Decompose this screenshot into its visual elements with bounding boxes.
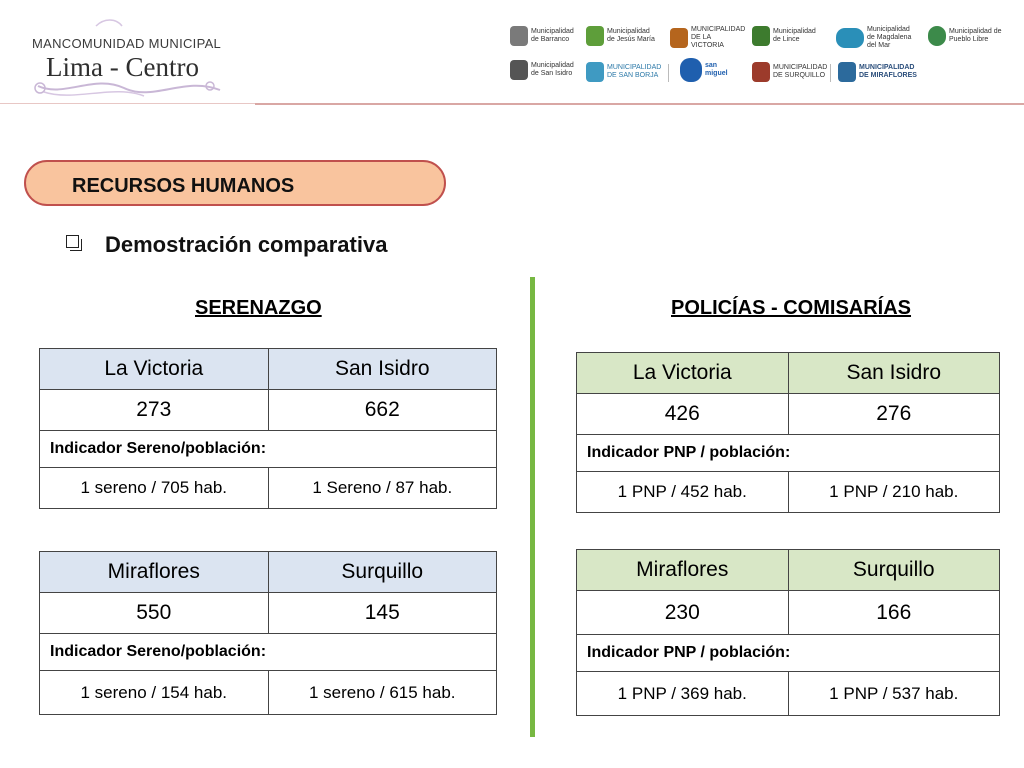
table-value-cell: 276 — [788, 394, 999, 435]
seal-icon — [836, 28, 864, 48]
table-header-cell: La Victoria — [40, 349, 269, 390]
muni-la-victoria — [670, 26, 746, 50]
muni-label: MUNICIPALIDAD DE SAN BORJA — [607, 64, 662, 79]
table-result-cell: 1 sereno / 705 hab. — [40, 468, 269, 509]
table-value-cell: 426 — [577, 394, 789, 435]
muni-label: Municipalidad de San Isidro — [531, 62, 574, 77]
table-header-cell: San Isidro — [268, 349, 496, 390]
mancomunidad-logo — [24, 14, 244, 100]
muni-miraflores — [838, 62, 925, 82]
indicator-label: Indicador PNP / población: — [577, 435, 1000, 472]
muni-label: MUNICIPALIDAD DE MIRAFLORES — [859, 64, 917, 79]
serenazgo-table-1 — [39, 348, 497, 509]
table-value-cell: 550 — [40, 593, 269, 634]
table-result-cell: 1 PNP / 210 hab. — [788, 472, 999, 513]
muni-san-miguel — [680, 58, 731, 82]
seal-icon — [752, 62, 770, 82]
serenazgo-title: SERENAZGO — [195, 297, 322, 319]
logo-separator — [668, 64, 669, 82]
logo-org-main: Lima - Centro — [46, 52, 199, 82]
muni-jesus-maria — [586, 26, 655, 46]
muni-label: MUNICIPALIDAD DE SURQUILLO — [773, 64, 828, 79]
muni-barranco — [510, 26, 579, 46]
seal-icon — [510, 26, 528, 46]
table-result-cell: 1 sereno / 615 hab. — [268, 671, 496, 715]
header-rule — [255, 103, 1024, 105]
table-header-cell: San Isidro — [788, 353, 999, 394]
indicator-label: Indicador Sereno/población: — [40, 634, 497, 671]
table-value-cell: 166 — [788, 591, 999, 635]
policias-table-2 — [576, 549, 1000, 716]
municipality-logos — [498, 16, 1008, 94]
header-rule-left — [0, 103, 255, 104]
table-header-cell: Miraflores — [577, 550, 789, 591]
table-header-cell: Miraflores — [40, 552, 269, 593]
table-value-cell: 230 — [577, 591, 789, 635]
table-result-cell: 1 sereno / 154 hab. — [40, 671, 269, 715]
muni-surquillo — [752, 62, 833, 82]
indicator-label: Indicador PNP / población: — [577, 635, 1000, 672]
muni-label: Municipalidad de Pueblo Libre — [949, 28, 1002, 43]
muni-label: MUNICIPALIDAD DE LA VICTORIA — [691, 26, 746, 49]
seal-icon — [838, 62, 856, 82]
logo-org-top: MANCOMUNIDAD MUNICIPAL — [32, 36, 222, 51]
indicator-label: Indicador Sereno/población: — [40, 431, 497, 468]
table-header-cell: Surquillo — [788, 550, 999, 591]
table-result-cell: 1 PNP / 369 hab. — [577, 672, 789, 716]
policias-title: POLICÍAS - COMISARÍAS — [671, 297, 912, 319]
muni-lince — [752, 26, 825, 46]
muni-label: Municipalidad de Lince — [773, 28, 816, 43]
muni-san-isidro — [510, 60, 573, 80]
muni-label: Municipalidad de Jesús María — [607, 28, 655, 43]
muni-label: Municipalidad de Magdalena del Mar — [867, 26, 912, 49]
table-value-cell: 662 — [268, 390, 496, 431]
serenazgo-table-2 — [39, 551, 497, 715]
muni-pueblo-libre — [928, 26, 1005, 46]
checkbox-bullet-icon — [66, 235, 79, 248]
logo-separator — [830, 64, 831, 82]
policias-table-1 — [576, 352, 1000, 513]
seal-icon — [752, 26, 770, 46]
seal-icon — [510, 60, 528, 80]
table-header-cell: Surquillo — [268, 552, 496, 593]
muni-label: san miguel — [705, 62, 728, 77]
column-divider — [530, 277, 535, 737]
muni-label: Municipalidad de Barranco — [531, 28, 574, 43]
seal-icon — [586, 26, 604, 46]
pill-title: RECURSOS HUMANOS — [72, 175, 295, 197]
table-header-cell: La Victoria — [577, 353, 789, 394]
seal-icon — [670, 28, 688, 48]
section-pill — [24, 160, 446, 206]
table-result-cell: 1 PNP / 452 hab. — [577, 472, 789, 513]
seal-icon — [680, 58, 702, 82]
table-result-cell: 1 Sereno / 87 hab. — [268, 468, 496, 509]
subtitle: Demostración comparativa — [105, 232, 388, 257]
muni-magdalena — [836, 26, 919, 50]
seal-icon — [586, 62, 604, 82]
table-value-cell: 273 — [40, 390, 269, 431]
muni-san-borja — [586, 62, 669, 82]
table-value-cell: 145 — [268, 593, 496, 634]
table-result-cell: 1 PNP / 537 hab. — [788, 672, 999, 716]
seal-icon — [928, 26, 946, 46]
